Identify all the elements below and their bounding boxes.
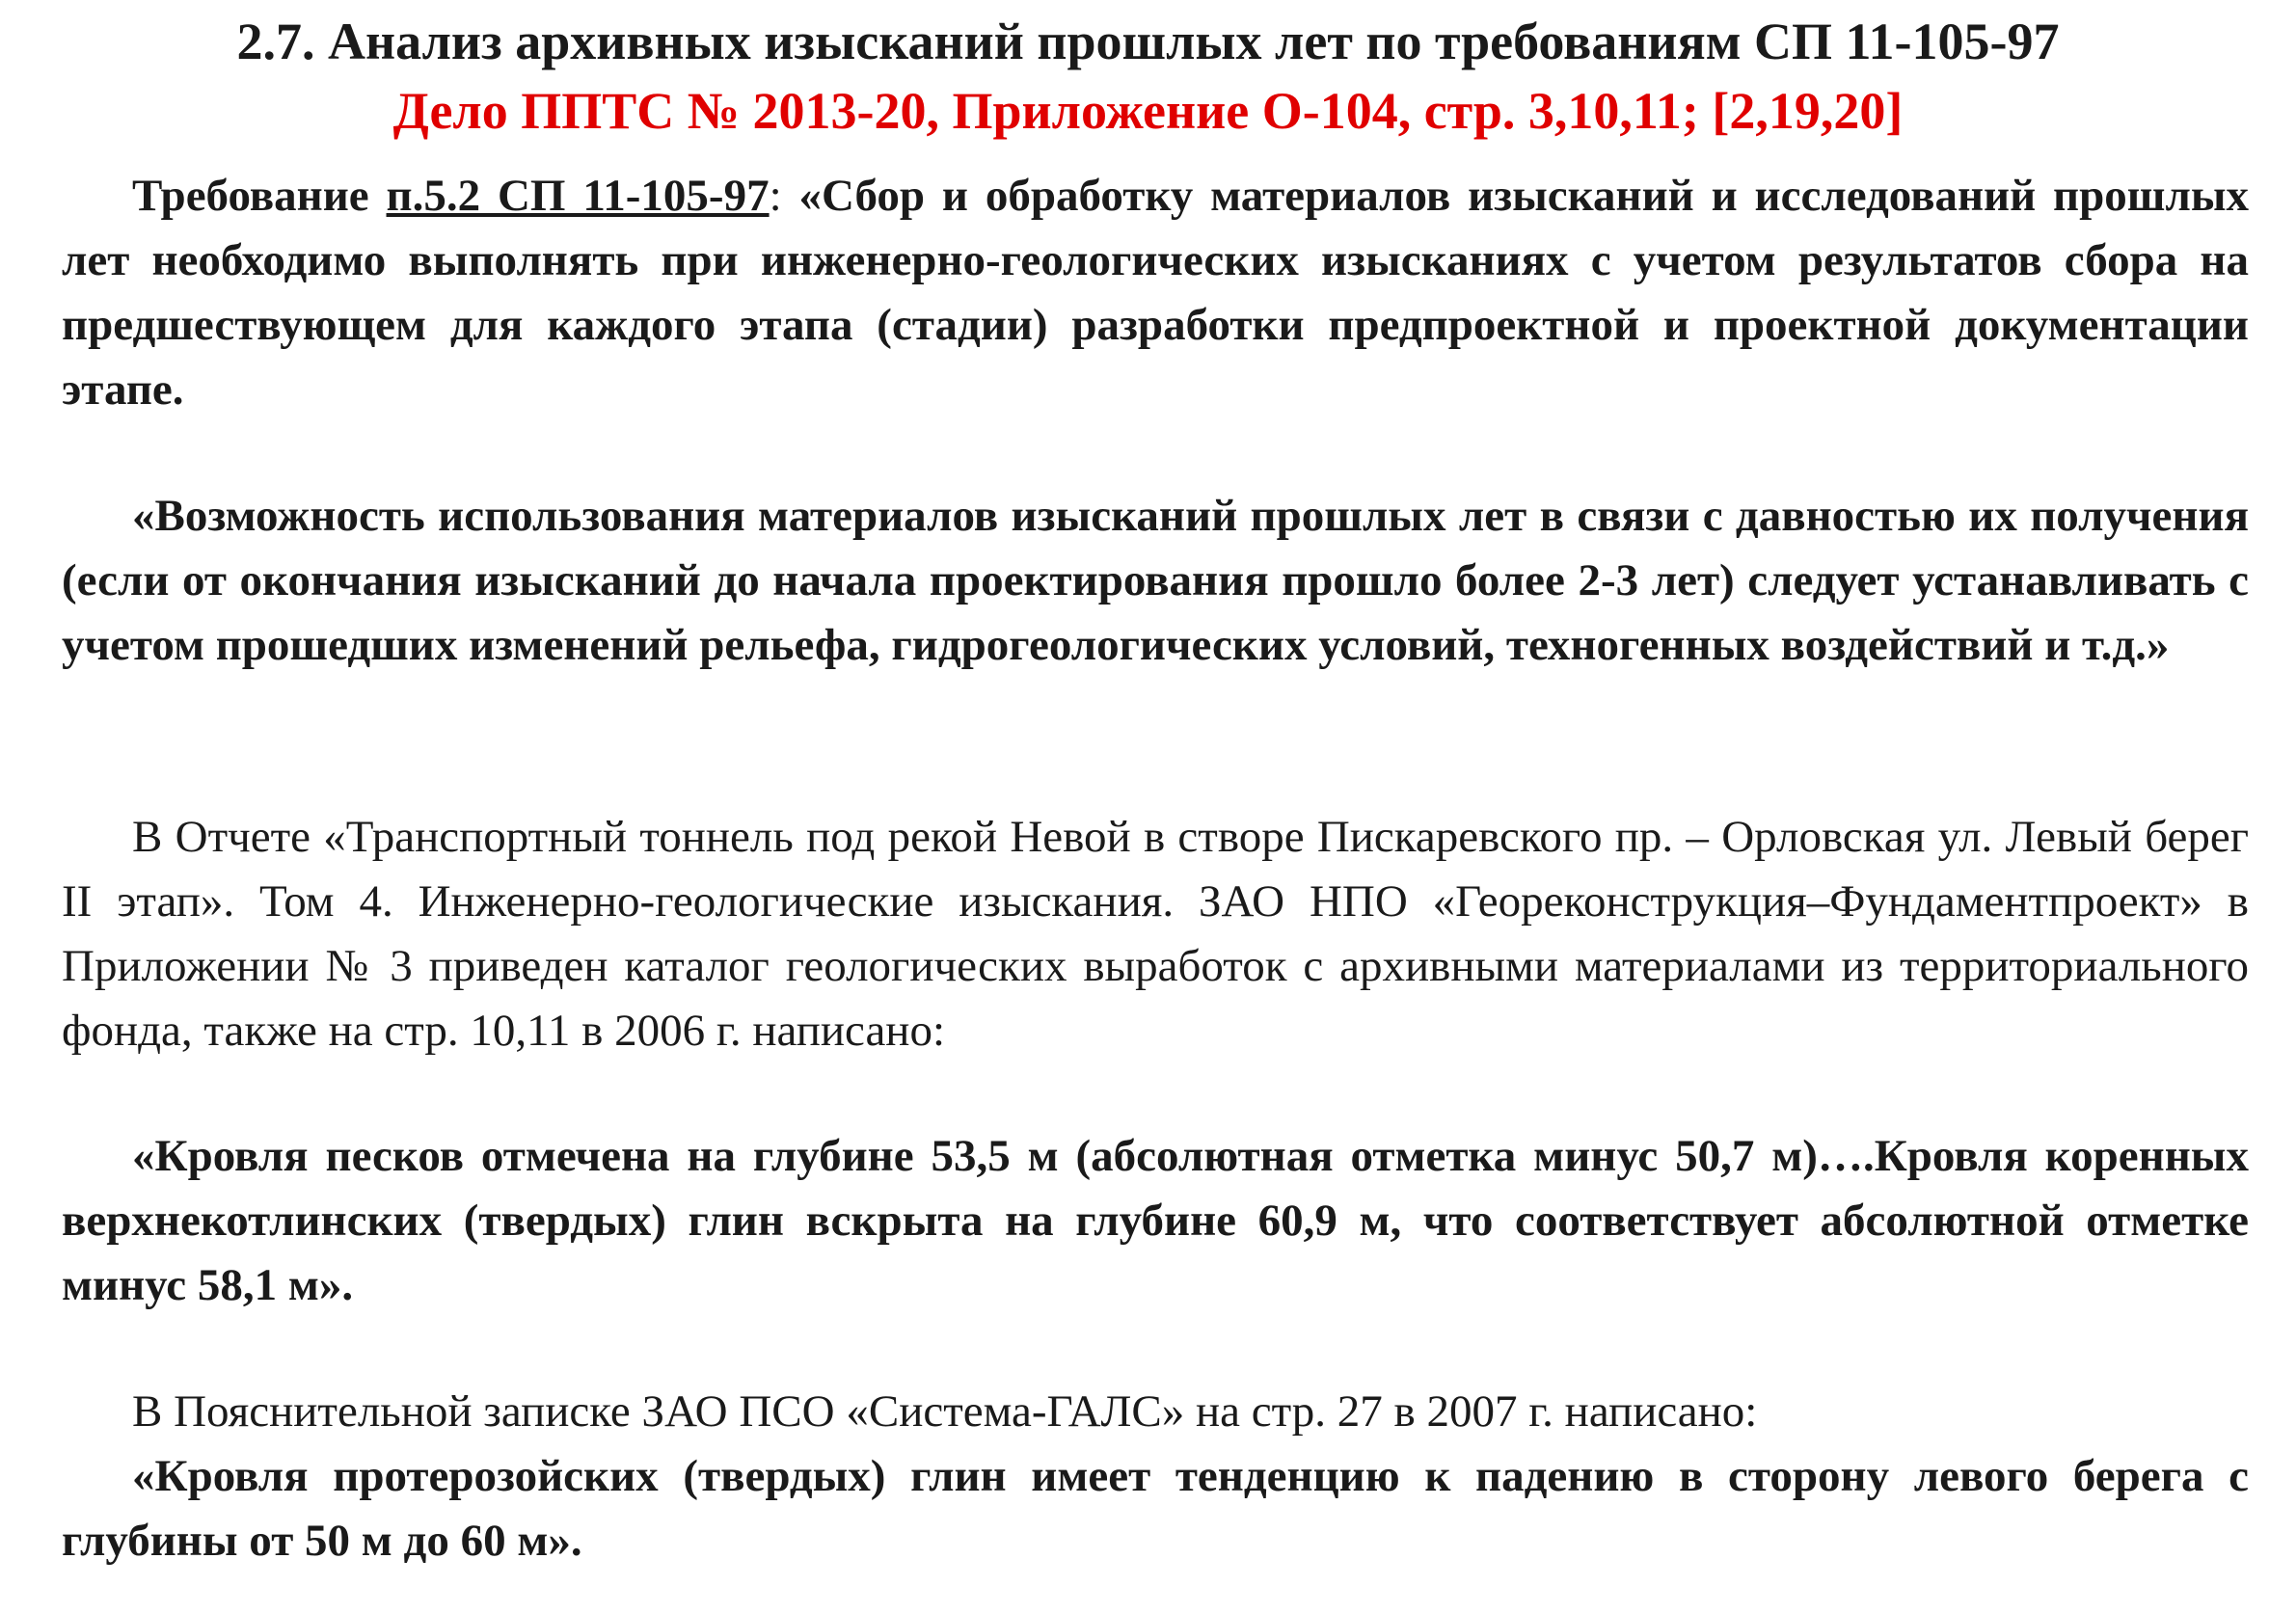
report-paragraph <box>62 805 2249 1063</box>
report-text: В Отчете «Транспортный тоннель под рекой Невой в створе Пискаревского пр. – Орловская ул. Левый берег II этап». Том 4. Инженерно-геологические изыскания. ЗАО НПО «Геореконструкция–Фундаментпроект» в Приложении № 3 приведен каталог геологических выработок с архивными материалами из территориального фонда, также на стр. 10,11 в 2006 г. написано: <box>62 812 2249 1056</box>
requirement-colon: : <box>769 171 799 221</box>
explanatory-note-text: В Пояснительной записке ЗАО ПСО «Система-ГАЛС» на стр. 27 в 2007 г. написано: <box>132 1386 1758 1437</box>
requirement-prefix: Требование <box>132 171 387 221</box>
explanatory-note-paragraph <box>62 1380 2249 1444</box>
requirement-clause: п.5.2 СП 11-105-97 <box>386 171 770 221</box>
requirement-paragraph <box>62 164 2249 422</box>
requirement-text: «Сбор и обработку материалов изысканий и исследований прошлых лет необходимо выполнять при инженерно-геологических изысканиях с учетом результатов сбора на предшествующем для каждого этапа (стадии) разработки предпроектной и проектной документации этапе. <box>62 171 2250 415</box>
case-reference: Дело ППТС № 2013-20, Приложение О-104, стр. 3,10,11; [2,19,20] <box>392 82 1904 140</box>
explanatory-quote-paragraph <box>62 1444 2249 1573</box>
report-quote: «Кровля песков отмечена на глубине 53,5 м (абсолютная отметка минус 50,7 м)….Кровля коренных верхнекотлинских (твердых) глин вскрыта на глубине 60,9 м, что соответствует абсолютной отметке минус 58,1 м». <box>62 1131 2249 1310</box>
possibility-quote: «Возможность использования материалов изысканий прошлых лет в связи с давностью их получения (если от окончания изысканий до начала проектирования прошло более 2-3 лет) следует устанавливать с учетом прошедших изменений рельефа, гидрогеологических условий, техногенных воздействий и т.д.» <box>62 491 2249 670</box>
explanatory-quote: «Кровля протерозойских (твердых) глин имеет тенденцию к падению в сторону левого берега с глубины от 50 м до 60 м». <box>62 1451 2249 1566</box>
report-quote-paragraph <box>62 1124 2249 1318</box>
section-title: 2.7. Анализ архивных изысканий прошлых лет по требованиям СП 11-105-97 <box>236 13 2060 70</box>
possibility-quote-paragraph <box>62 484 2249 678</box>
